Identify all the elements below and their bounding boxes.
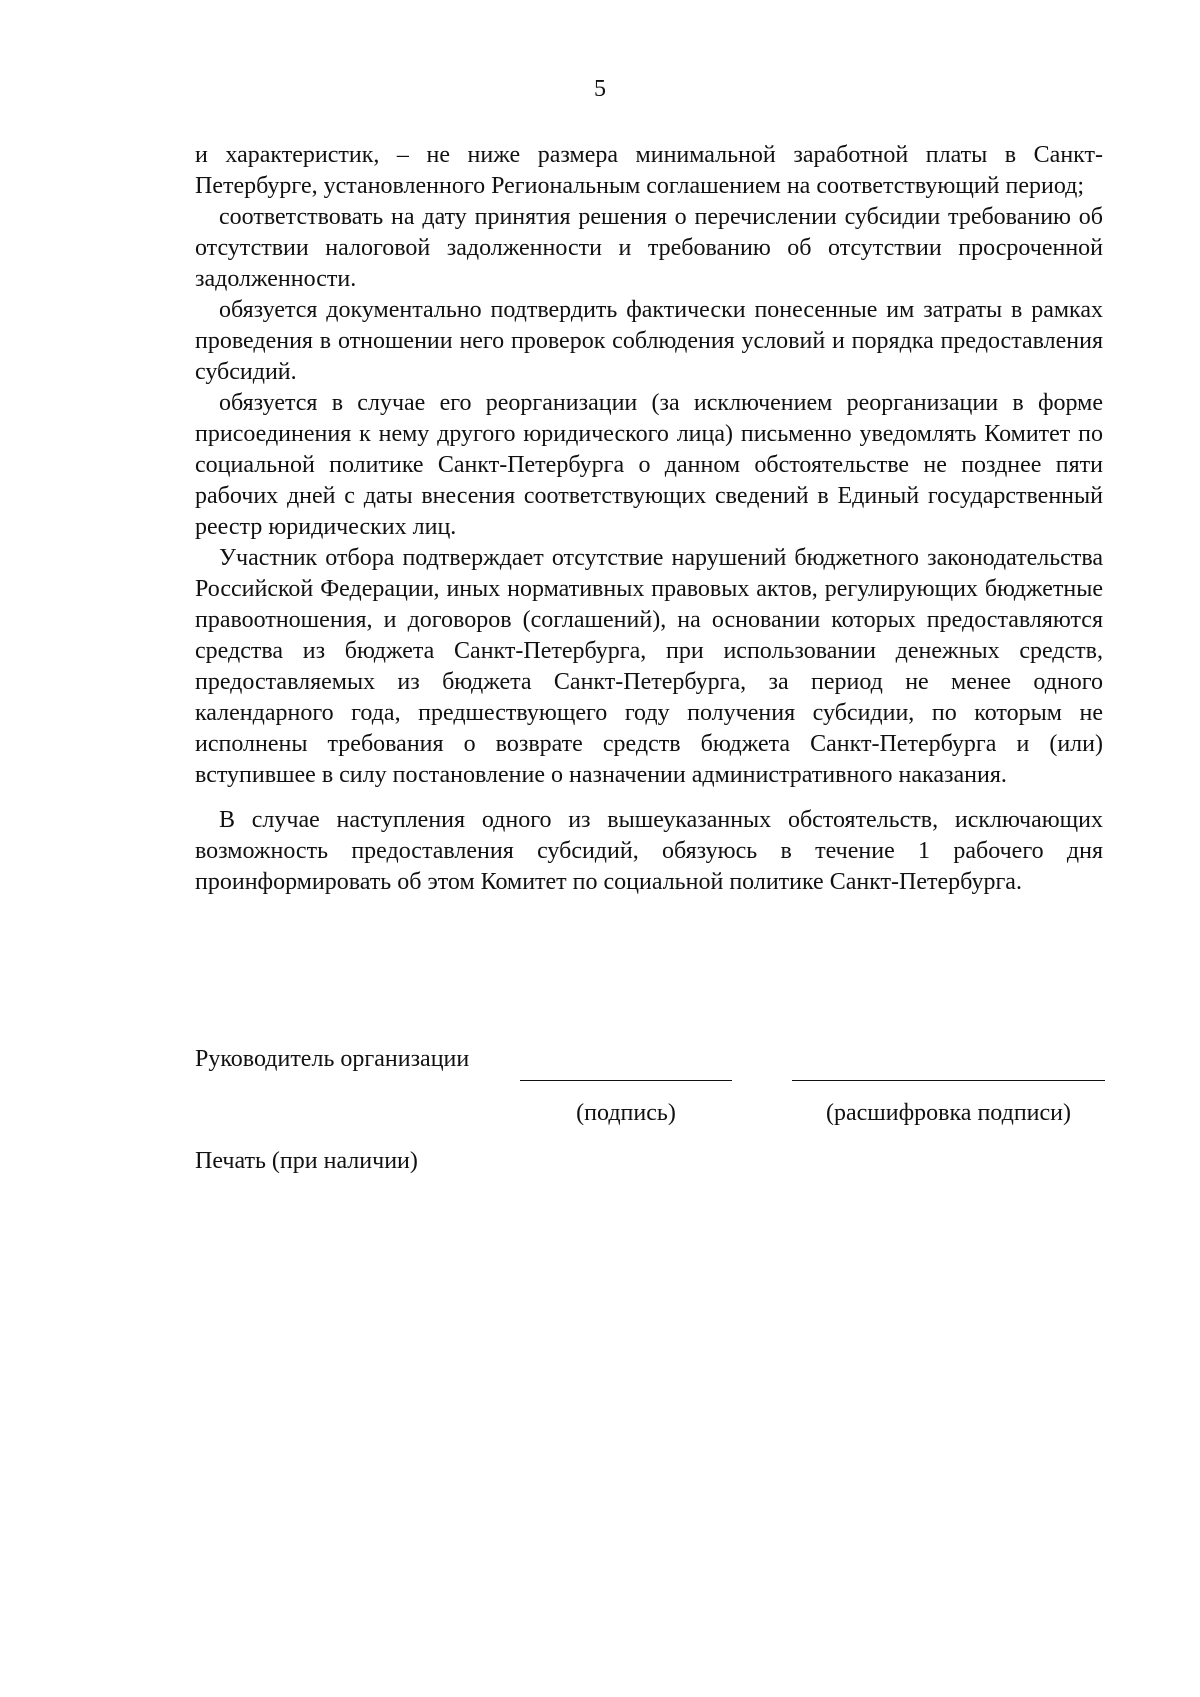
paragraph-expense-confirmation: обязуется документально подтвердить фактически понесенные им затраты в рамках проведения в отношении него проверок соблюдения условий и порядка предоставления субсидий. (195, 297, 1103, 385)
signature-line (520, 1080, 732, 1081)
paragraph-tax-debt: соответствовать на дату принятия решения о перечислении субсидии требованию об отсутствии налоговой задолженности и требованию об отсутствии просроченной задолженности. (195, 204, 1103, 292)
paragraph-no-violations: Участник отбора подтверждает отсутствие нарушений бюджетного законодательства Российской Федерации, иных нормативных правовых актов, регулирующих бюджетные правоотношения, и договоров (соглашений), на основании которых предоставляются средства из бюджета Санкт-Петербурга, при использовании денежных средств, предоставляемых из бюджета Санкт-Петербурга, за период не менее одного календарного года, предшествующего году получения субсидии, по которым не исполнены требования о возврате средств бюджета Санкт-Петербурга и (или) вступившее в силу постановление о назначении административного наказания. (195, 545, 1103, 788)
paragraph-obligation-inform: В случае наступления одного из вышеуказанных обстоятельств, исключающих возможность предоставления субсидий, обязуюсь в течение 1 рабочего дня проинформировать об этом Комитет по социальной политике Санкт-Петербурга. (195, 807, 1103, 895)
stamp-label: Печать (при наличии) (195, 1148, 418, 1174)
paragraph-characteristics: и характеристик, – не ниже размера минимальной заработной платы в Санкт-Петербурге, установленного Региональным соглашением на соответствующий период; (195, 142, 1103, 199)
signatory-label: Руководитель организации (195, 1046, 470, 1072)
signature-decode-caption: (расшифровка подписи) (826, 1100, 1071, 1126)
document-body (195, 140, 1103, 898)
signature-caption: (подпись) (576, 1100, 676, 1126)
paragraph-reorganization: обязуется в случае его реорганизации (за исключением реорганизации в форме присоединения к нему другого юридического лица) письменно уведомлять Комитет по социальной политике Санкт-Петербурга о данном обстоятельстве не позднее пяти рабочих дней с даты внесения соответствующих сведений в Единый государственный реестр юридических лиц. (195, 390, 1103, 540)
page-number: 5 (594, 76, 606, 102)
signature-decode-line (792, 1080, 1105, 1081)
